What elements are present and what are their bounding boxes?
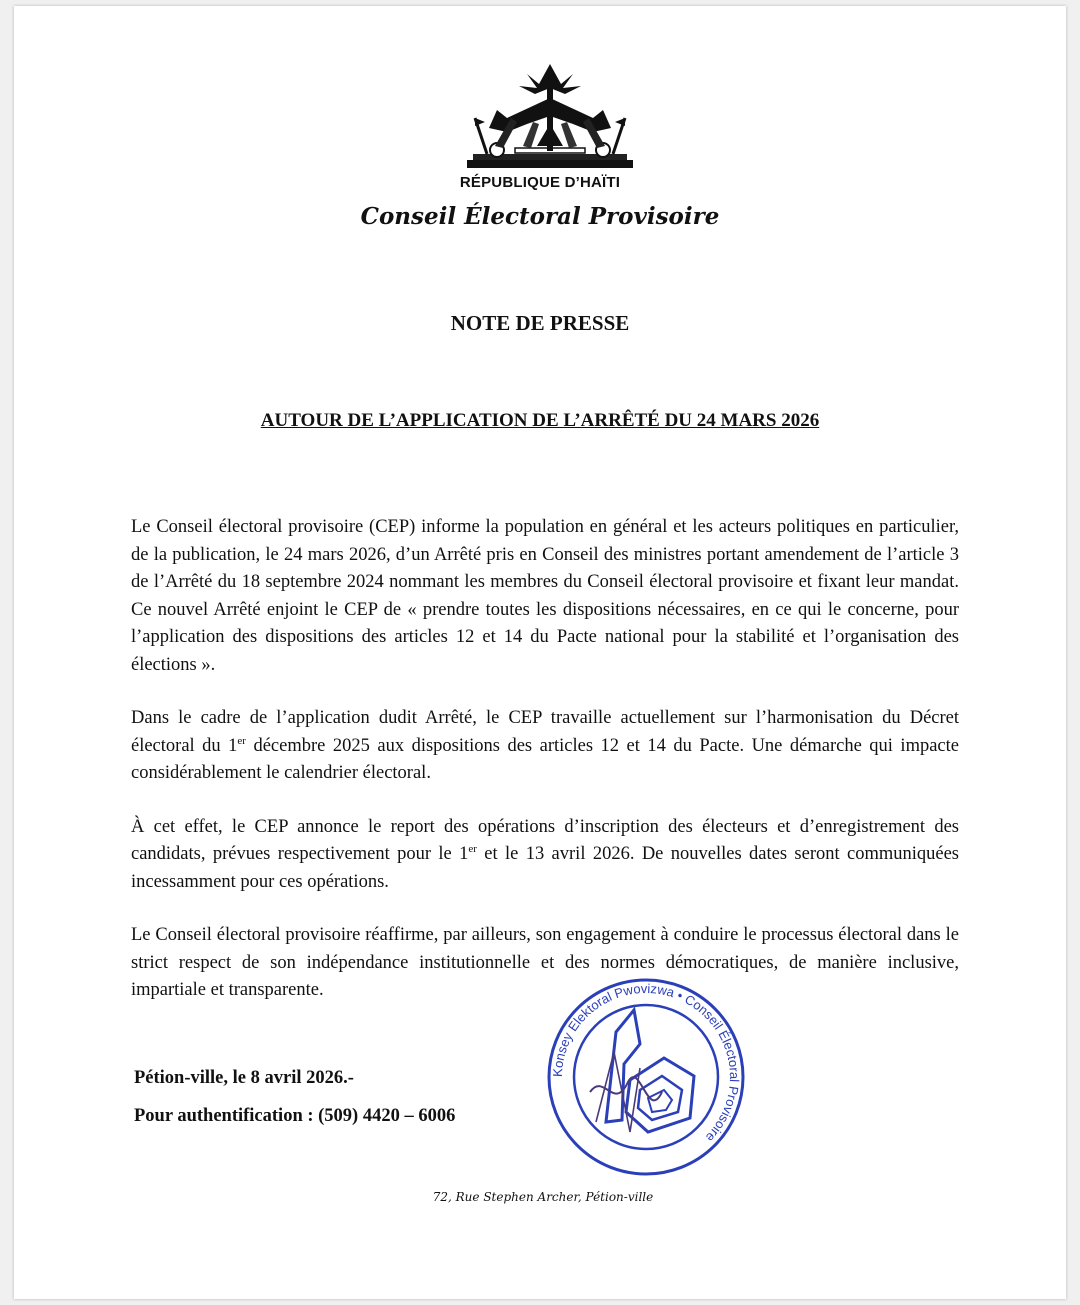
paragraph-1: Le Conseil électoral provisoire (CEP) informe la population en général et les acteurs politiques en particulier, de la publication, le 24 mars 2026, d’un Arrêté pris en Conseil des ministres portant amendement de l’article 3 de l’Arrêté du 18 septembre 2024 nommant les membres du Conseil électoral provisoire et fixant leur mandat. Ce nouvel Arrêté enjoint le CEP de « prendre toutes les dispositions nécessaires, en ce qui le concerne, pour l’application des dispositions des articles 12 et 14 du Pacte national pour la stabilité et l’organisation des élections ». [131, 517, 959, 675]
press-note-page [14, 6, 1066, 1299]
official-stamp [544, 972, 748, 1182]
republic-heading: RÉPUBLIQUE D’HAÏTI [459, 174, 621, 191]
haiti-coat-of-arms-emblem [467, 58, 633, 170]
paragraph-4: Le Conseil électoral provisoire réaffirme, par ailleurs, son engagement à conduire le processus électoral dans le strict respect de son indépendance institutionnelle et des normes démocratiques, de manière inclusive, impartiale et transparente. [131, 925, 959, 1000]
document-subject: AUTOUR DE L’APPLICATION DE L’ARRÊTÉ DU 24 MARS 2026 [260, 410, 820, 431]
press-body [131, 514, 959, 1031]
address: 72, Rue Stephen Archer, Pétion-ville [432, 1190, 654, 1204]
council-name: Conseil Électoral Provisoire [360, 203, 720, 230]
paragraph-2: Dans le cadre de l’application dudit Arrêté, le CEP travaille actuellement sur l’harmonisation du Décret électoral du 1er décembre 2025 aux dispositions des articles 12 et 14 du Pacte. Une démarche qui impacte considérablement le calendrier électoral. [131, 708, 959, 783]
authentication-phone: Pour authentification : (509) 4420 – 6006 [134, 1106, 456, 1126]
document-title: NOTE DE PRESSE [450, 311, 630, 335]
stamp-text: Konsey Elektoral Pwovizwa • Conseil Électoral Provisoire [549, 980, 743, 1146]
paragraph-3: À cet effet, le CEP annonce le report des opérations d’inscription des électeurs et d’enregistrement des candidats, prévues respectivement pour le 1er et le 13 avril 2026. De nouvelles dates seront communiquées incessamment pour ces opérations. [131, 816, 959, 892]
place-date: Pétion-ville, le 8 avril 2026.- [134, 1068, 354, 1088]
